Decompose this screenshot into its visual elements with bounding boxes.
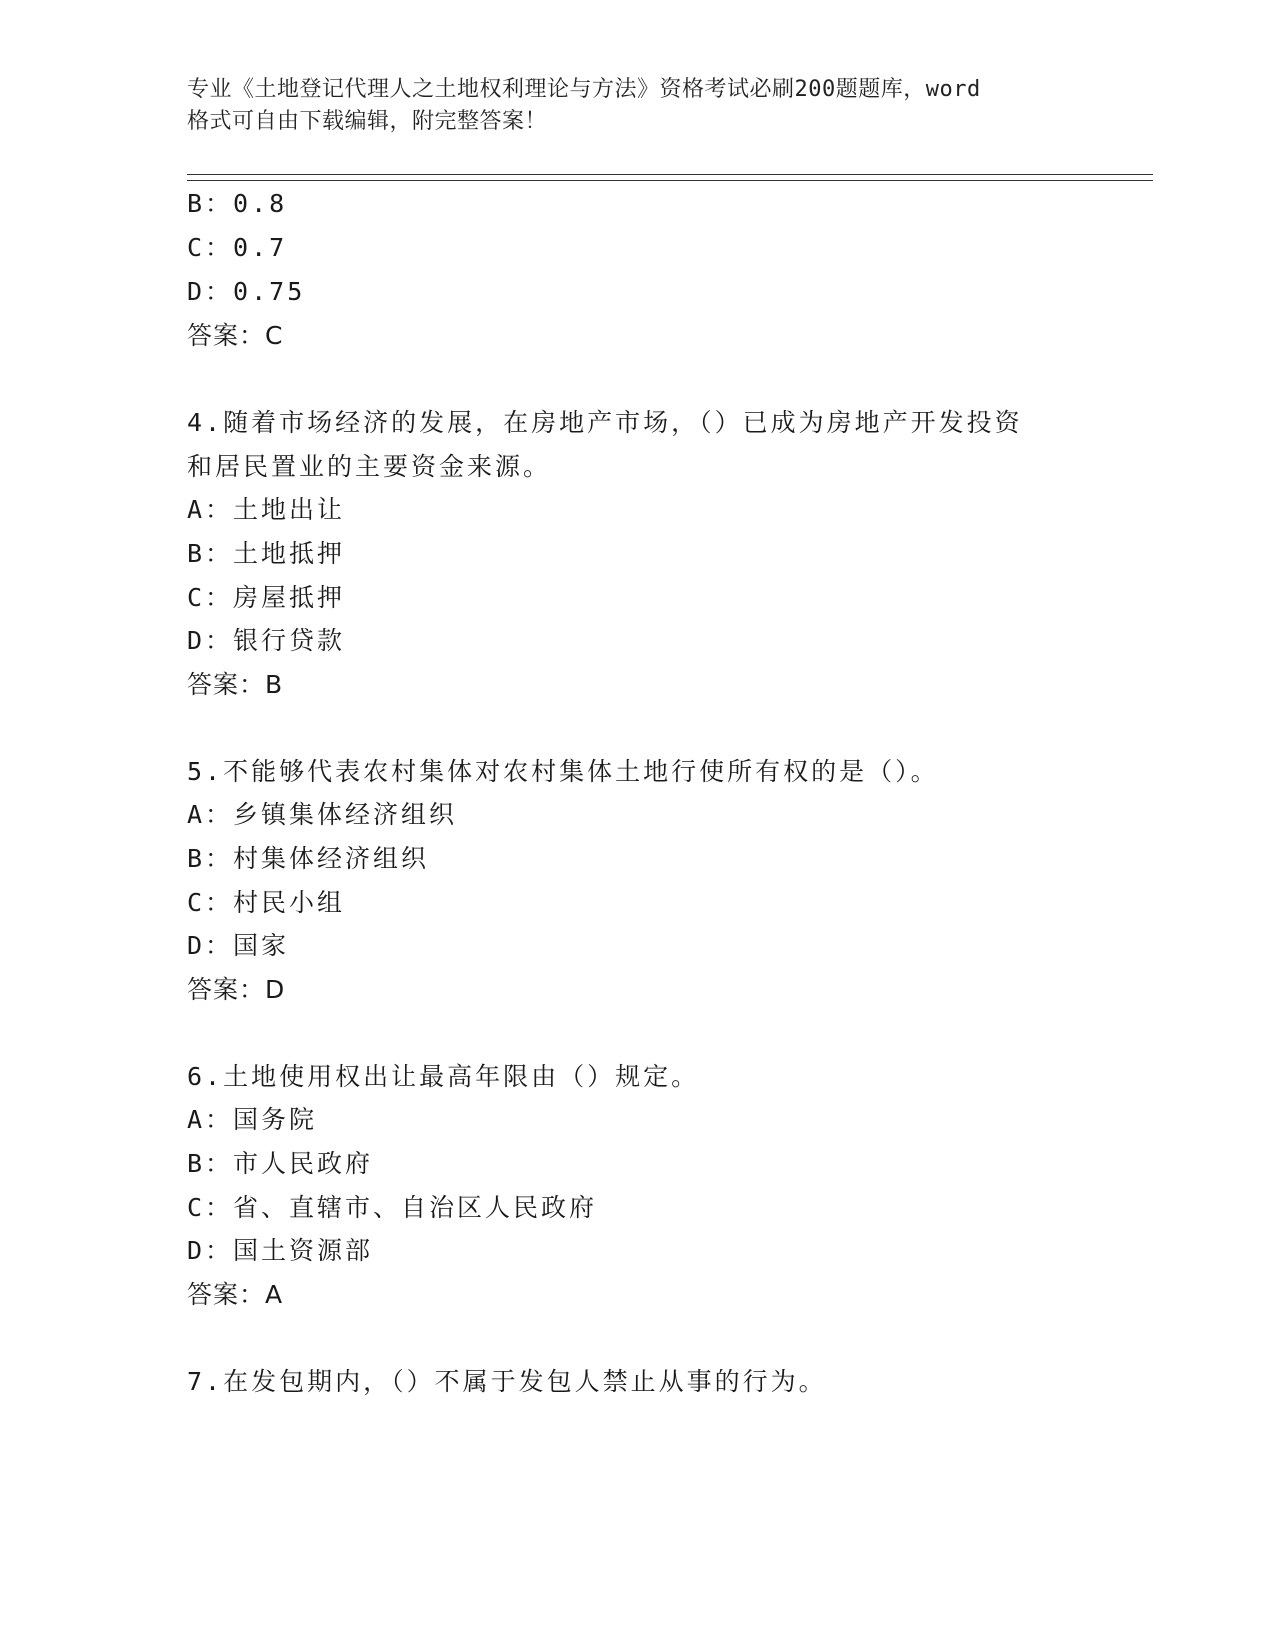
q4-option-b: B：土地抵押 <box>187 539 346 568</box>
q4-answer: 答案：B <box>187 670 284 699</box>
header-title-line-2: 格式可自由下载编辑，附完整答案！ <box>187 109 548 134</box>
q3-answer: 答案：C <box>187 321 284 350</box>
q5-option-b: B：村集体经济组织 <box>187 844 430 873</box>
q4-option-a: A：土地出让 <box>187 495 346 524</box>
header-divider-top <box>187 174 1153 175</box>
q5-stem-line-1: 5.不能够代表农村集体对农村集体土地行使所有权的是（）。 <box>187 757 939 786</box>
q4-stem-line-1: 4.随着市场经济的发展，在房地产市场，（）已成为房地产开发投资 <box>187 408 1023 437</box>
q5-option-a: A：乡镇集体经济组织 <box>187 800 458 829</box>
header-divider-bottom <box>187 180 1153 181</box>
q5-option-d: D：国家 <box>187 931 290 960</box>
document-header <box>187 74 1067 138</box>
q4-stem-line-2: 和居民置业的主要资金来源。 <box>187 452 552 481</box>
q6-option-b: B：市人民政府 <box>187 1149 374 1178</box>
q5-answer: 答案：D <box>187 975 286 1004</box>
q6-option-d: D：国土资源部 <box>187 1236 374 1265</box>
q6-option-a: A：国务院 <box>187 1105 318 1134</box>
q6-stem-line-1: 6.土地使用权出让最高年限由（）规定。 <box>187 1062 700 1091</box>
q3-option-b: B：0.8 <box>187 189 288 218</box>
q7-stem-line-1: 7.在发包期内，（）不属于发包人禁止从事的行为。 <box>187 1367 827 1396</box>
q4-option-d: D：银行贷款 <box>187 626 346 655</box>
q6-option-c: C：省、直辖市、自治区人民政府 <box>187 1193 598 1222</box>
q3-option-d: D：0.75 <box>187 277 306 306</box>
q5-option-c: C：村民小组 <box>187 888 346 917</box>
q4-option-c: C：房屋抵押 <box>187 583 346 612</box>
header-title-line-1: 专业《土地登记代理人之土地权利理论与方法》资格考试必刷200题题库，word <box>187 77 981 102</box>
q6-answer: 答案：A <box>187 1280 284 1309</box>
q3-option-c: C：0.7 <box>187 233 288 262</box>
